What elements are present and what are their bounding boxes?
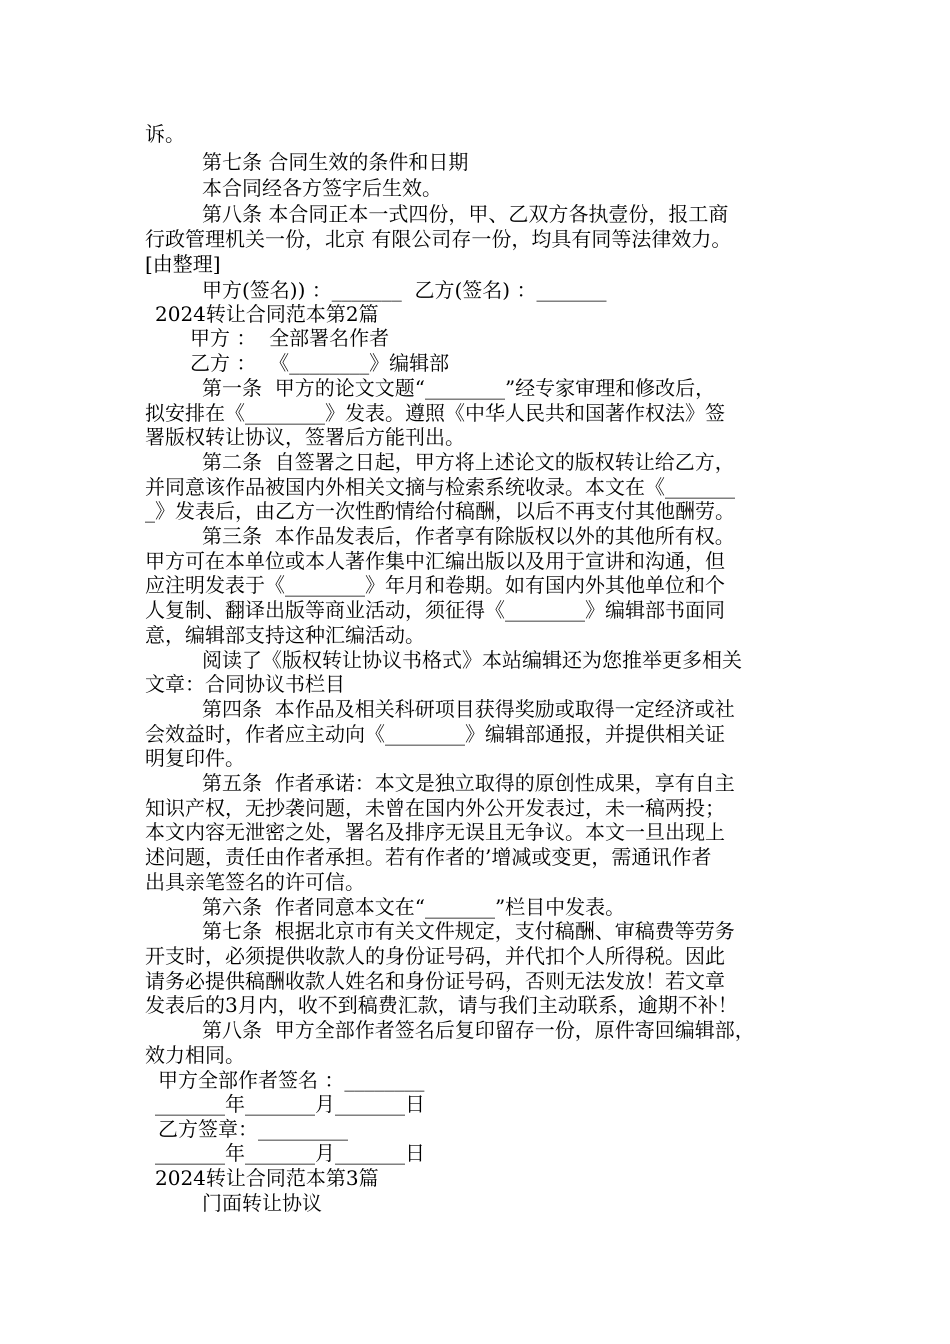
text-line: 发表后的3月内，收不到稿费汇款，请与我们主动联系，逾期不补！ (145, 993, 738, 1017)
text-line: 文章：合同协议书栏目 (145, 672, 345, 696)
article-heading: 第二条 自签署之日起，甲方将上述论文的版权转让给乙方， (202, 450, 735, 474)
text-line: 述问题，责任由作者承担。若有作者的’增减或变更，需通讯作者 (145, 845, 712, 869)
text-line: 诉。 (145, 122, 185, 146)
text-line: 请务必提供稿酬收款人姓名和身份证号码，否则无法发放！若文章 (145, 969, 725, 993)
article-heading: 第七条 合同生效的条件和日期 (202, 150, 469, 174)
article-heading: 第八条 本合同正本一式四份，甲、乙双方各执壹份，报工商 (202, 202, 729, 226)
text-line: 明复印件。 (145, 746, 245, 770)
signature-line: 甲方全部作者签名 ：________ (158, 1068, 425, 1092)
text-line: 效力相同。 (145, 1043, 245, 1067)
article-heading: 第三条 本作品发表后，作者享有除版权以外的其他所有权。 (202, 524, 735, 548)
text-line: 拟安排在《________》发表。遵照《中华人民共和国著作权法》签 (145, 401, 725, 425)
text-line: 行政管理机关一份，北京 有限公司存一份，均具有同等法律效力。 (145, 227, 732, 251)
article-heading: 第六条 作者同意本文在“_______”栏目中发表。 (202, 895, 626, 919)
party-line: 乙方 ： 《________》编辑部 (190, 351, 450, 375)
text-line: _》发表后，由乙方一次性酌情给付稿酬，以后不再支付其他酬劳。 (145, 499, 735, 523)
text-line: 开支时，必须提供收款人的身份证号码，并代扣个人所得税。因此 (145, 944, 725, 968)
text-line: 会效益时，作者应主动向《________》编辑部通报，并提供相关证 (145, 722, 725, 746)
signature-line: 乙方签章：_________ (158, 1117, 348, 1141)
text-line: 甲方可在本单位或本人著作集中汇编出版以及用于宣讲和沟通，但 (145, 549, 725, 573)
text-line: 并同意该作品被国内外相关文摘与检索系统收录。本文在《_______ (145, 475, 735, 499)
text-line: 人复制、翻译出版等商业活动，须征得《________》编辑部书面同 (145, 598, 725, 622)
article-heading: 第八条 甲方全部作者签名后复印留存一份，原件寄回编辑部， (202, 1018, 755, 1042)
text-line: [由整理] (145, 252, 221, 276)
document-title: 门面转让协议 (202, 1191, 322, 1215)
text-line: 出具亲笔签名的许可信。 (145, 870, 365, 894)
text-line: 阅读了《版权转让协议书格式》本站编辑还为您推举更多相关 (202, 648, 742, 672)
signature-line: 甲方(签名)) ：_______ 乙方(签名) ：_______ (202, 278, 607, 302)
section-title: 2024转让合同范本第3篇 (155, 1166, 379, 1190)
article-heading: 第四条 本作品及相关科研项目获得奖励或取得一定经济或社 (202, 697, 735, 721)
article-heading: 第七条 根据北京市有关文件规定，支付稿酬、审稿费等劳务 (202, 919, 735, 943)
text-line: 本文内容无泄密之处，署名及排序无误且无争议。本文一旦出现上 (145, 820, 725, 844)
date-line: _______年_______月_______日 (155, 1092, 425, 1116)
text-line: 本合同经各方签字后生效。 (202, 176, 442, 200)
party-line: 甲方 ： 全部署名作者 (190, 326, 390, 350)
text-line: 署版权转让协议，签署后方能刊出。 (145, 425, 465, 449)
article-heading: 第五条 作者承诺：本文是独立取得的原创性成果，享有自主 (202, 771, 735, 795)
text-line: 应注明发表于《________》年月和卷期。如有国内外其他单位和个 (145, 573, 725, 597)
text-line: 意，编辑部支持这种汇编活动。 (145, 623, 425, 647)
article-heading: 第一条 甲方的论文文题“________”经专家审理和修改后， (202, 376, 716, 400)
text-line: 知识产权，无抄袭问题，未曾在国内外公开发表过，未一稿两投； (145, 796, 725, 820)
section-title: 2024转让合同范本第2篇 (155, 302, 379, 326)
date-line: _______年_______月_______日 (155, 1141, 425, 1165)
